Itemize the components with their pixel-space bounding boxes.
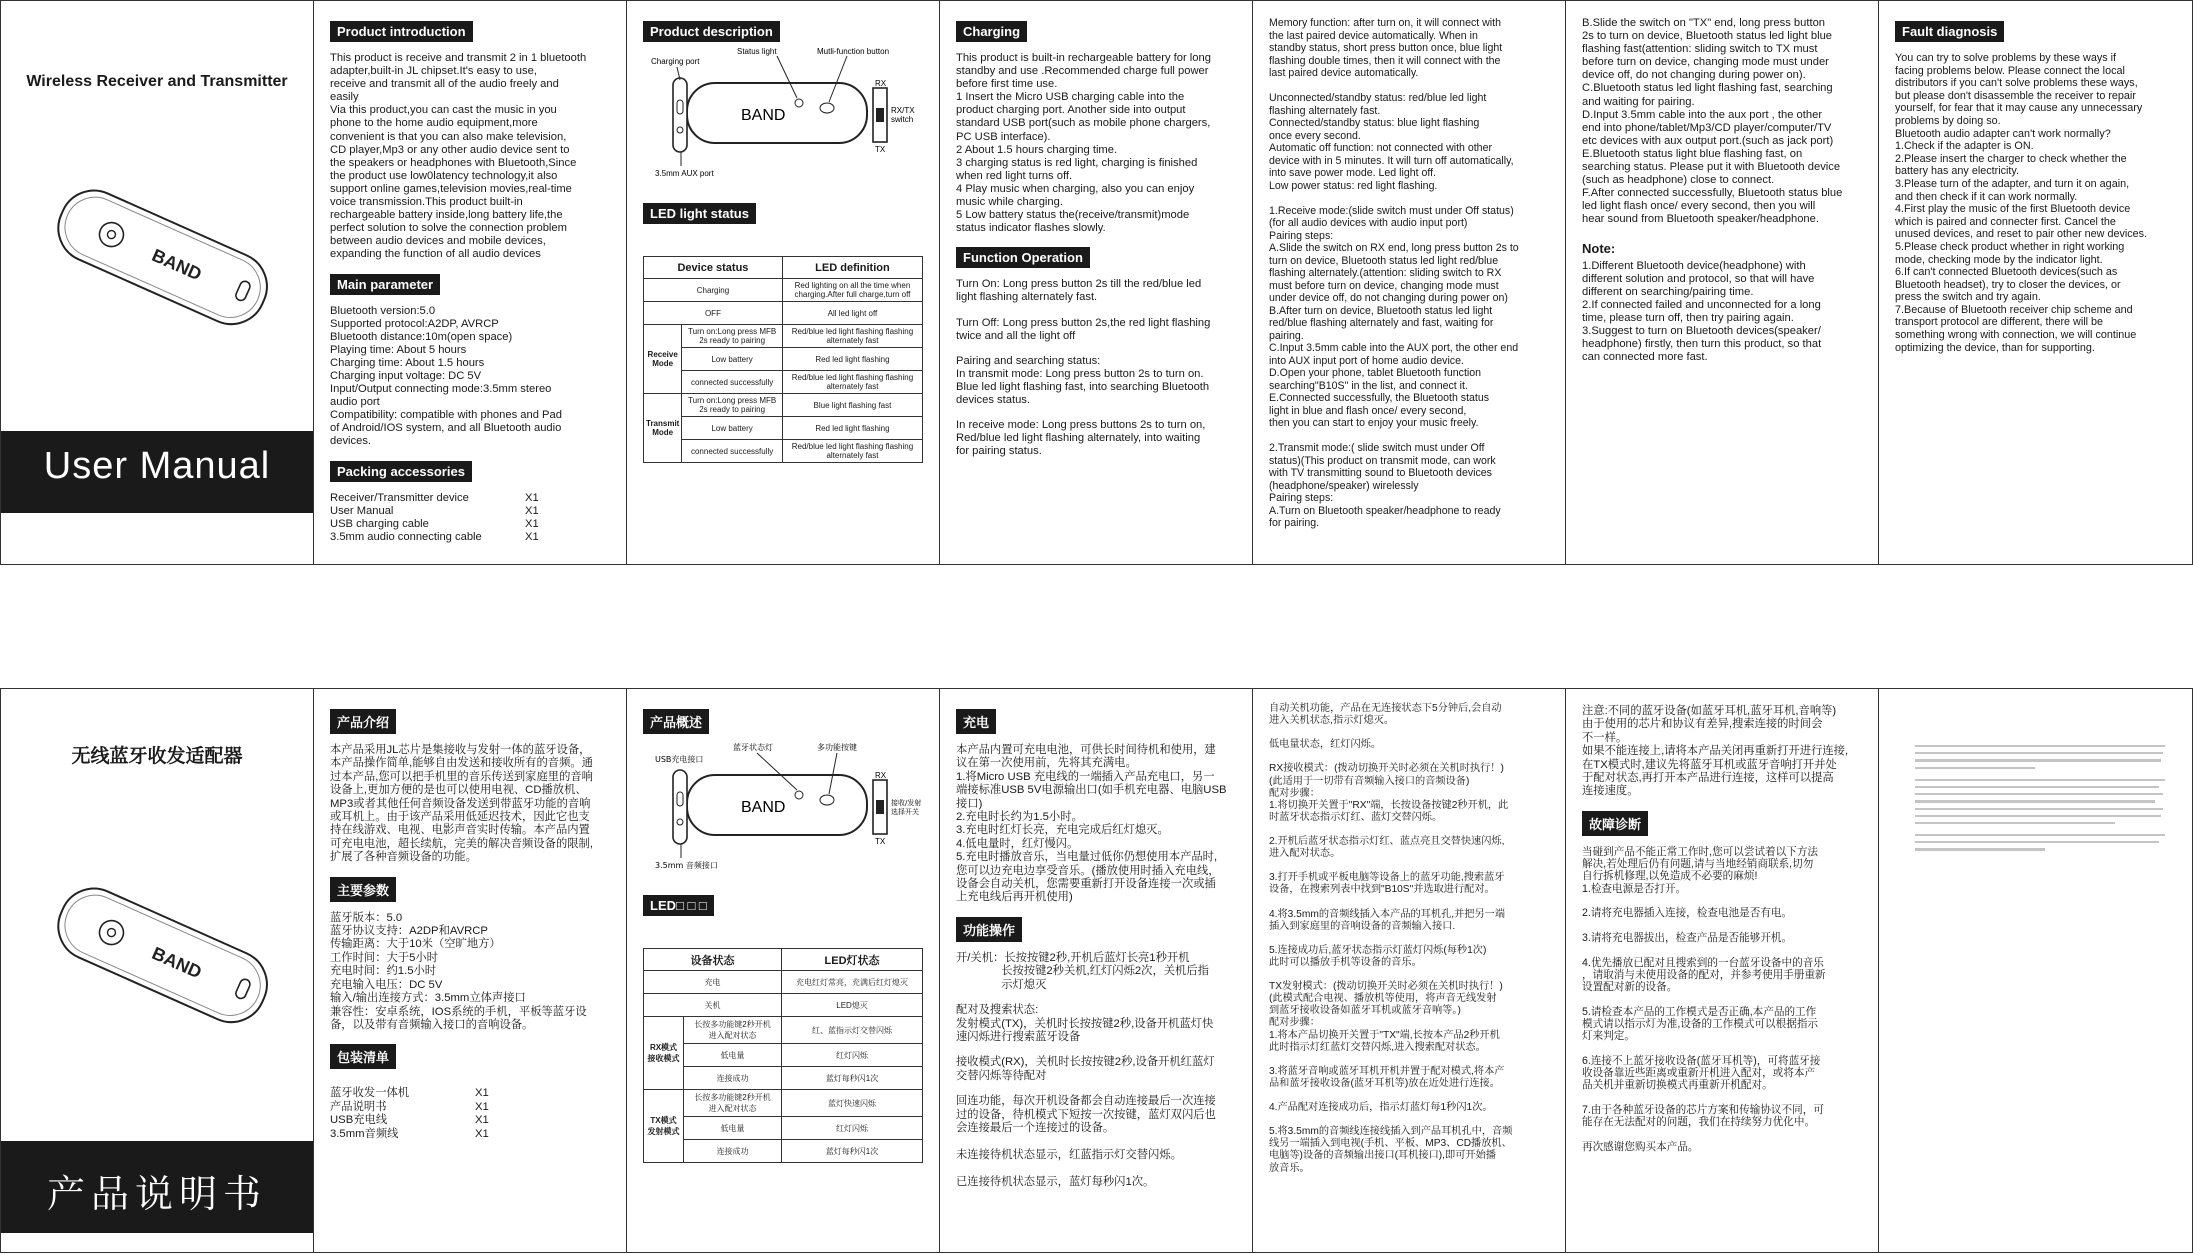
cover-panel-cn <box>1 689 314 1252</box>
manual-sheet-chinese <box>0 688 2193 1253</box>
table-row: Receive Mode Turn on:Long press MFB 2s ready to pairing Red/blue led light flashing flashing alternately fast <box>644 325 923 348</box>
section-heading-description: Product description <box>643 21 780 42</box>
panel-charging-cn <box>940 689 1253 1252</box>
function-pairing-cn: 配对及搜索状态: 发射模式(TX)，关机时长按按键2秒,设备开机蓝灯快 速闪烁进行搜索蓝牙设备 <box>956 1004 1214 1043</box>
tx-label: TX <box>875 145 886 154</box>
note-text: 1.Different Bluetooth device(headphone) with different solution and protocol, so that will have different on searching/pairing time. 2.If connected failed and unconnected for a long time, please turn off, then try pairing again. 3.Suggest to turn on Bluetooth devices(speaker/ headphone) firstly, then turn this product, so that can connected more fast. <box>1582 259 1822 364</box>
section-heading-function: Function Operation <box>956 247 1090 268</box>
table-row: Transmit Mode Turn on:Long press MFB 2s ready to pairing Blue light flashing fast <box>644 394 923 417</box>
device-illustration-cn <box>31 899 291 1019</box>
charging-text-cn: 本产品内置可充电电池，可供长时间待机和使用，建 议在第一次使用前，先将其充满电。 1.将Micro USB 充电线的一端插入产品充电口，另一 端接标准USB 5V电源输出口(如手机充电器、电脑USB 接口) 2.充电时长约为1.5小时。 3.充电时红灯长亮，充电完成后红灯熄灭。 4.低电量时，红灯慢闪。 5.充电时播放音乐，当电量过低你仍想使用本产品时, 您可以边充电边享受音乐。(播放使用时插入充电线， 设备会自动关机，您需要重新打开设备连接一次或插 上充电线后再开机使用) <box>956 744 1227 904</box>
panel-charging <box>940 1 1253 564</box>
section-heading-description-cn: 产品概述 <box>643 709 709 734</box>
product-brand-label: BAND <box>741 107 786 124</box>
faint-placeholder-text <box>1915 745 2176 851</box>
fault-text-cn: 当碰到产品不能正常工作时,您可以尝试着以下方法 解决,若处理后仍有问题,请与当地经销商联系,切勿 自行拆机修理,以免造成不必要的麻烦! 1.检查电源是否打开。 2.请将充电器插入连接，检查电池是否有电。 3.请将充电器拔出，检查产品是否能够开机。 4.优先播放已配对且搜索到的一台蓝牙设备中的音乐 ，请取消与未使用设备的配对，并参考使用手册重新 设置配对新的设备。 5.请检查本产品的工作模式是否正确,本产品的工作 模式请以指示灯为准,设备的工作模式可以根据指示 灯来判定。 6.连接不上蓝牙接收设备(蓝牙耳机等)，可将蓝牙接 收设备靠近些距离或重新开机进入配对，或将本产 品关机并重新切换模式再重新开机配对。 7.由于各种蓝牙设备的芯片方案和传输协议不同，可 能存在无法配对的问题，我们在持续努力优化中。 再次感谢您购买本产品。 <box>1582 845 1826 1153</box>
packing-qty: X1 <box>525 491 539 504</box>
section-heading-introduction-cn: 产品介绍 <box>330 709 396 734</box>
cover-title: Wireless Receiver and Transmitter <box>26 73 288 90</box>
product-brand-label: BAND <box>741 799 786 816</box>
table-row: connected successfully Red/blue led light flashing flashing alternately fast <box>644 371 923 394</box>
led-status-table <box>643 256 923 463</box>
table-row: 连接成功 蓝灯每秒闪1次 <box>644 1140 923 1163</box>
packing-qty: X1 <box>475 1087 489 1100</box>
cover-title-cn: 无线蓝牙收发适配器 <box>71 746 243 767</box>
rx-label: RX <box>875 771 887 780</box>
cover-footer-title-cn: 产品说明书 <box>1 1141 313 1233</box>
led-status-table-cn <box>643 948 923 1163</box>
section-heading-led-cn: LED□ □ □ <box>643 895 714 916</box>
section-heading-function-cn: 功能操作 <box>956 917 1022 942</box>
aux-port-label: 3.5mm 音频接口 <box>655 861 718 870</box>
table-row: Low battery Red led light flashing <box>644 417 923 440</box>
panel-fault <box>1879 1 2192 564</box>
cover-footer-title: User Manual <box>1 431 313 513</box>
packing-qty: X1 <box>525 517 539 530</box>
packing-item: 3.5mm音频线 <box>330 1127 399 1140</box>
status-light-label: Status light <box>737 47 777 56</box>
parameter-text: Bluetooth version:5.0 Supported protocol:A2DP, AVRCP Bluetooth distance:10m(open space) Playing time: About 5 hours Charging time: About 1.5 hours Charging input voltage: DC 5V Input/Output connecting mode:3.5mm stereo audio port Compatibility: compatible with phones and Pad of Android/IOS system, and all Bluetooth audio devices. <box>330 304 562 448</box>
device-brand-label: BAND <box>149 245 205 285</box>
panel-introduction-cn <box>314 689 627 1252</box>
table-header: LED灯状态 <box>782 949 923 971</box>
table-row: 低电量 红灯闪烁 <box>644 1117 923 1140</box>
packing-list-cn <box>330 1087 610 1141</box>
panel-blank-cn <box>1879 689 2192 1252</box>
note-text-cn: 注意:不同的蓝牙设备(如蓝牙耳机,蓝牙耳机,音响等) 由于使用的芯片和协议有差异,搜索连接的时间会 不一样。 如果不能连接上,请将本产品关闭再重新打开进行连接, 在TX模式时,建议先将蓝牙耳机或蓝牙音响打开并处 于配对状态,再打开本产品进行连接，这样可以提高 连接速度。 <box>1582 705 1849 798</box>
parameter-text-cn: 蓝牙版本：5.0 蓝牙协议支持：A2DP和AVRCP 传输距离：大于10米（空旷地方） 工作时间：大于5小时 充电时间：约1.5小时 充电输入电压：DC 5V 输入/输出连接方式：3.5mm立体声接口 兼容性：安卓系统，IOS系统的手机，平板等蓝牙设 备，以及带有音频输入接口的音响设备。 <box>330 911 587 1031</box>
packing-qty: X1 <box>525 530 539 543</box>
packing-qty: X1 <box>525 504 539 517</box>
panel-description-cn <box>627 689 940 1252</box>
panel-modes <box>1253 1 1566 564</box>
introduction-text-cn: 本产品采用JL芯片是集接收与发射一体的蓝牙设备， 本产品操作简单,能够自由发送和接收所有的音频。通 过本产品,您可以把手机里的音乐传送到家庭里的音响 设备上,更加方便的是也可以使用电视、CD播放机、 MP3或者其他任何音频设备发送到带蓝牙功能的音响 或耳机上。由于该产品采用低延迟技术，因此它也支 持在线游戏、电视、电影声音实时传输。本产品内置 可充电电池，超长续航，完美的解决音频设备的限制, 扩展了各种音频设备的功能。 <box>330 744 593 864</box>
device-brand-label: BAND <box>149 943 205 983</box>
packing-list <box>330 492 610 544</box>
section-heading-fault: Fault diagnosis <box>1895 21 2004 42</box>
section-heading-fault-cn: 故障诊断 <box>1582 811 1648 836</box>
function-turn-on: Turn On: Long press button 2s till the red/blue led light flashing alternately fast. <box>956 278 1202 304</box>
tx-label: TX <box>875 837 886 846</box>
section-heading-charging-cn: 充电 <box>956 709 996 734</box>
switch-label: RX/TX <box>891 106 915 115</box>
table-row: 关机 LED熄灭 <box>644 994 923 1017</box>
table-header: Device status <box>644 257 783 279</box>
function-receive: In receive mode: Long press buttons 2s to turn on, Red/blue led light flashing alternately, into waiting for pairing status. <box>956 419 1206 458</box>
table-row: TX模式 发射模式 长按多功能键2秒开机 进入配对状态 蓝灯快速闪烁 <box>644 1090 923 1117</box>
packing-qty: X1 <box>475 1127 489 1140</box>
modes-text-cn: 自动关机功能，产品在无连接状态下5分钟后,会自动 进入关机状态,指示灯熄灭。 低电量状态，红灯闪烁。 RX接收模式：(拨动切换开关时必须在关机时执行！) (此适用于一切带有音频输入接口的音频设备) 配对步骤： 1.将切换开关置于"RX"端，长按设备按键2秒开机，此 时蓝牙状态指示灯红、蓝灯交替闪烁。 2.开机后蓝牙状态指示灯红、蓝点亮且交替快速闪烁, 进入配对状态。 3.打开手机或平板电脑等设备上的蓝牙功能,搜索蓝牙 设备，在搜索列表中找到"B10S"并选取进行配对。 4.将3.5mm的音频线插入本产品的耳机孔,并把另一端 插入到家庭里的音响设备的音频输入接口. 5.连接成功后,蓝牙状态指示灯蓝灯闪烁(每秒1次) 此时可以播放手机等设备的音乐。 TX发射模式：(拨动切换开关时必须在关机时执行！) (此模式配合电视、播放机等使用，将声音无线发射 到蓝牙接收设备如蓝牙耳机或蓝牙音响等。) 配对步骤： 1.将本产品切换开关置于"TX"端,长按本产品2秒开机 此时指示灯红蓝灯交替闪烁,进入搜索配对状态。 3.将蓝牙音响或蓝牙耳机开机并置于配对模式,将本产 品和蓝牙接收设备(蓝牙耳机等)放在近处进行连接。 4.产品配对连接成功后，指示灯蓝灯每1秒闪1次。 5.将3.5mm的音频线连接线插入到产品耳机孔中，音频 线另一端插入到电视(手机、平板、MP3、CD播放机、 电脑等)设备的音频输出接口(耳机接口),即可开始播 放音乐。 <box>1269 703 1513 1174</box>
panel-transmit-steps <box>1566 1 1879 564</box>
transmit-steps-text: B.Slide the switch on "TX" end, long press button 2s to turn on device, Bluetooth status led light blue flashing fast(attention: sliding switch to TX must before turn on device, changing mode must under device off, do not changing during power on). C.Bluetooth status led light flashing fast, searching and waiting for pairing. D.Input 3.5mm cable into the aux port , the other end into phone/tablet/Mp3/CD player/computer/TV etc devices with aux output port.(such as jack port) E.Bluetooth status light blue flashing fast, on searching status. Please put it with Bluetooth device (such as headphone) close to connect. F.After connected successfully, Bluetooth status blue led light flash once/ every second, then you will hear sound from Bluetooth speaker/headphone. <box>1582 17 1843 226</box>
function-pairing: Pairing and searching status: In transmit mode: Long press button 2s to turn on. Blue led light flashing fast, into searching Bluetooth devices status. <box>956 354 1210 406</box>
packing-item: 产品说明书 <box>330 1100 387 1113</box>
fault-text: You can try to solve problems by these ways if facing problems below. Please connect the local distributors if you can't solve problems these ways, but please don't disassemble the receiver to repair yourself, for fear that it may cause any unnecessary problems by doing so. Bluetooth audio adapter can't work normally? 1.Check if the adapter is ON. 2.Please insert the charger to check whether the battery has any electricity. 3.Please turn of the adapter, and turn it on again, and then check if it can work normally. 4.First play the music of the first Bluetooth device which is paired and connecter first. Cancel the unused devices, and reset to pair other new devices. 5.Please check product whether in right working mode, checking mode by the indicator light. 6.If can't connected Bluetooth devices(such as Bluetooth headset), try to closer the devices, or press the switch and try again. 7.Because of Bluetooth receiver chip scheme and transport protocol are different, there will be something wrong with connection, we will continue optimizing the device, than for supporting. <box>1895 52 2148 354</box>
switch-label: 接收/发射 <box>891 799 922 807</box>
table-row: Low battery Red led light flashing <box>644 348 923 371</box>
packing-item: Receiver/Transmitter device <box>330 491 469 504</box>
panel-description <box>627 1 940 564</box>
section-heading-parameter-cn: 主要参数 <box>330 877 396 902</box>
packing-qty: X1 <box>475 1100 489 1113</box>
table-row: connected successfully Red/blue led light flashing flashing alternately fast <box>644 440 923 463</box>
rx-label: RX <box>875 79 887 88</box>
table-header: 设备状态 <box>644 949 782 971</box>
note-heading: Note: <box>1582 240 1616 256</box>
table-header: LED definition <box>782 257 922 279</box>
table-row: 低电量 红灯闪烁 <box>644 1044 923 1067</box>
multi-function-label: 多功能按键 <box>817 743 857 752</box>
packing-item: 3.5mm audio connecting cable <box>330 530 482 543</box>
function-reconnect-cn: 回连功能，每次开机设备都会自动连接最后一次连接 过的设备，待机模式下短按一次按键，蓝灯双闪后也 会连接最后一个连接过的设备。 未连接待机状态显示，红蓝指示灯交替闪烁。 已连接待机状态显示，蓝灯每秒闪1次。 <box>956 1095 1216 1188</box>
section-heading-led: LED light status <box>643 203 756 224</box>
function-power-cn: 开/关机：长按按键2秒,开机后蓝灯长亮1秒开机 长按按键2秒关机,红灯闪烁2次，关机后指 示灯熄灭 <box>956 951 1209 991</box>
panel-fault-cn <box>1566 689 1879 1252</box>
charging-port-label: Charging port <box>651 57 700 66</box>
section-heading-charging: Charging <box>956 21 1027 42</box>
section-heading-packing: Packing accessories <box>330 461 472 482</box>
svg-text:选择开关: 选择开关 <box>891 808 919 816</box>
table-row: 连接成功 蓝灯每秒闪1次 <box>644 1067 923 1090</box>
aux-port-label: 3.5mm AUX port <box>655 169 714 178</box>
panel-introduction <box>314 1 627 564</box>
packing-item: 蓝牙收发一体机 <box>330 1087 410 1100</box>
introduction-text: This product is receive and transmit 2 in 1 bluetooth adapter,built-in JL chipset.It's easy to use, receive and transmit all of the audio freely and easily Via this product,you can cast the music in you phone to the home audio equipment,more convenient is that you can also make television, CD player,Mp3 or any other audio device sent to the speakers or headphones with Bluetooth,Since the product use low0latency technology,it also support online games,television movies,real-time voice transmission.This product built-in rechargeable battery inside,long battery life,the perfect solution to solve the connection problem between audio devices and mobile devices, expanding the function of all audio devices <box>330 52 587 261</box>
function-receive-cn: 接收模式(RX)，关机时长按按键2秒,设备开机红蓝灯 交替闪烁等待配对 <box>956 1056 1215 1082</box>
function-turn-off: Turn Off: Long press button 2s,the red light flashing twice and all the light off <box>956 316 1211 342</box>
section-heading-packing-cn: 包装清单 <box>330 1044 396 1069</box>
manual-sheet-english <box>0 0 2193 565</box>
device-illustration <box>31 201 291 321</box>
table-row: RX模式 接收模式 长按多功能键2秒开机 进入配对状态 红、蓝指示灯交替闪烁 <box>644 1017 923 1044</box>
packing-item: User Manual <box>330 504 394 517</box>
multi-function-label: Mutli-function button <box>817 47 890 56</box>
packing-item: USB charging cable <box>330 517 429 530</box>
charging-port-label: USB充电接口 <box>655 755 704 764</box>
section-heading-introduction: Product introduction <box>330 21 473 42</box>
modes-text: Memory function: after turn on, it will connect with the last paired device automatically. When in standby status, short press button once, blue light flashing double times, then it will connect with the last paired device automatically. Unconnected/standby status: red/blue led light flashing alternately fast. Connected/standby status: blue light flashing once every second. Automatic off function: not connected with other device with in 5 minutes. It will turn off automatically, into save power mode. Led light off. Low power status: red light flashing. 1.Receive mode:(slide switch must under Off status) (for all audio devices with audio input port) Pairing steps: A.Slide the switch on RX end, long press button 2s to turn on device, Bluetooth status led light red/blue flashing alternately.(attention: sliding switch to RX must before turn on device, changing mode must under device off, do not changing during power on) B.After turn on device, Bluetooth status led light red/blue flashing alternately and fast, waiting for pairing. C.Input 3.5mm cable into the AUX port, the other end into AUX input port of home audio device. D.Open your phone, tablet Bluetooth function searching"B10S" in the list, and connect it. E.Connected successfully, the Bluetooth status light in blue and flash once/ every second, then you can start to enjoy your music freely. 2.Transmit mode:( slide switch must under Off status)(This product on transmit mode, can work with TV transmitting sound to Bluetooth devices (headphone/speaker) wirelessly Pairing steps: A.Turn on Bluetooth speaker/headphone to ready for pairing. <box>1269 17 1519 529</box>
product-diagram <box>637 48 917 188</box>
table-row: OFF All led light off <box>644 302 923 325</box>
packing-qty: X1 <box>475 1114 489 1127</box>
svg-text:switch: switch <box>891 115 914 124</box>
table-row: 充电 充电红灯常亮，充满后红灯熄灭 <box>644 971 923 994</box>
packing-item: USB充电线 <box>330 1114 388 1127</box>
table-row: Charging Red lighting on all the time when charging.After full charge,turn off <box>644 279 923 302</box>
charging-text: This product is built-in rechargeable battery for long standby and use .Recommended charge full power before first time use. 1 Insert the Micro USB charging cable into the product charging port. Another side into output standard USB port(such as mobile phone chargers, PC USB interface). 2 About 1.5 hours charging time. 3 charging status is red light, charging is finished when red light turns off. 4 Play music when charging, also you can enjoy music while charging. 5 Low battery status the(receive/transmit)mode status indicator flashes slowly. <box>956 52 1211 235</box>
product-diagram-cn <box>637 740 922 880</box>
status-light-label: 蓝牙状态灯 <box>733 743 773 752</box>
panel-modes-cn <box>1253 689 1566 1252</box>
section-heading-parameter: Main parameter <box>330 274 440 295</box>
cover-panel <box>1 1 314 564</box>
